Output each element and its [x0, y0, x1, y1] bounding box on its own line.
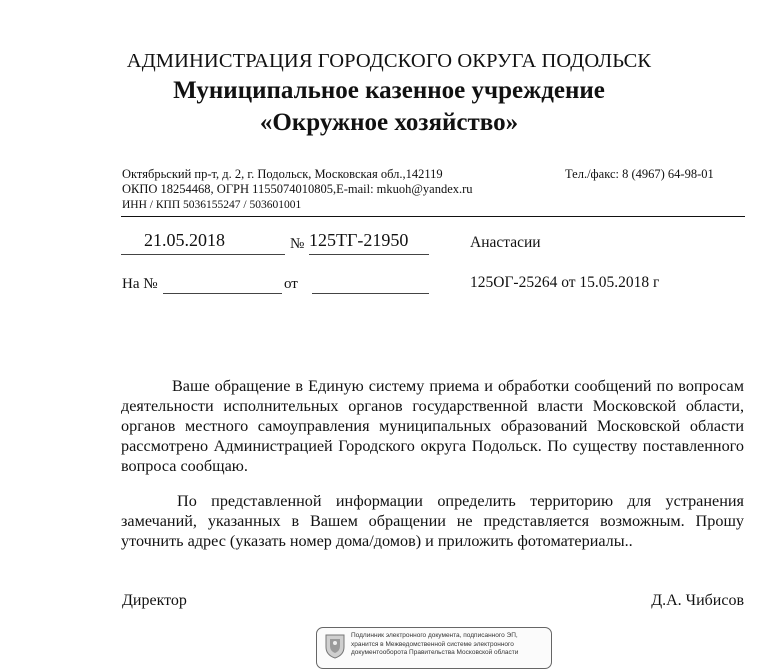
address-line-3: ИНН / КПП 5036155247 / 503601001 — [122, 199, 302, 211]
phone-fax: Тел./факс: 8 (4967) 64-98-01 — [565, 167, 714, 181]
org-name: АДМИНИСТРАЦИЯ ГОРОДСКОГО ОКРУГА ПОДОЛЬСК — [126, 50, 652, 72]
stamp-line-1: Подлинник электронного документа, подписанного ЭП, — [351, 632, 518, 639]
document-number: 125ТГ-21950 — [309, 230, 409, 250]
incoming-reference: 125ОГ-25264 от 15.05.2018 г — [470, 274, 660, 291]
reply-to-underline — [163, 293, 282, 294]
signatory-name: Д.А. Чибисов — [651, 592, 744, 609]
institution-subname: «Окружное хозяйство» — [259, 109, 519, 136]
date-underline — [121, 254, 285, 255]
body-paragraph-1-block — [121, 376, 744, 476]
reply-from-underline — [312, 293, 429, 294]
address-line-1: Октябрьский пр-т, д. 2, г. Подольск, Московская обл.,142119 — [122, 167, 443, 181]
document-date: 21.05.2018 — [144, 230, 225, 250]
address-line-2: ОКПО 18254468, ОГРН 1155074010805,E-mail: mkuoh@yandex.ru — [122, 182, 473, 196]
stamp-text — [351, 632, 547, 658]
header-rule — [121, 216, 745, 217]
reply-to-label: На № — [122, 276, 158, 292]
body-paragraph-1: Ваше обращение в Единую систему приема и обработки сообщений по вопросам деятельности исполнительных органов государственной власти Московской области, органов местного самоуправления муниципальных образований Московской области рассмотрено Администрацией Городского округа Подольск. По существу поставленного вопроса сообщаю. — [121, 377, 744, 475]
stamp-line-2: хранится в Межведомственной системе электронного — [351, 640, 514, 648]
institution-name: Муниципальное казенное учреждение — [173, 77, 605, 104]
body-paragraph-2: По представленной информации определить территорию для устранения замечаний, указанных в Вашем обращении не представляется возможным. Прошу уточнить адрес (указать номер дома/домов) и приложить фотоматериалы.. — [121, 492, 744, 550]
reply-from-label: от — [284, 276, 298, 292]
addressee-name: Анастасии — [470, 234, 541, 251]
stamp-line-3: документооборота Правительства Московской области — [351, 649, 519, 656]
number-underline — [309, 254, 429, 255]
number-symbol: № — [290, 236, 305, 252]
e-signature-stamp — [316, 627, 552, 669]
body-paragraph-2-block — [121, 491, 744, 551]
signatory-position: Директор — [122, 592, 187, 609]
coat-of-arms-icon — [324, 633, 346, 659]
